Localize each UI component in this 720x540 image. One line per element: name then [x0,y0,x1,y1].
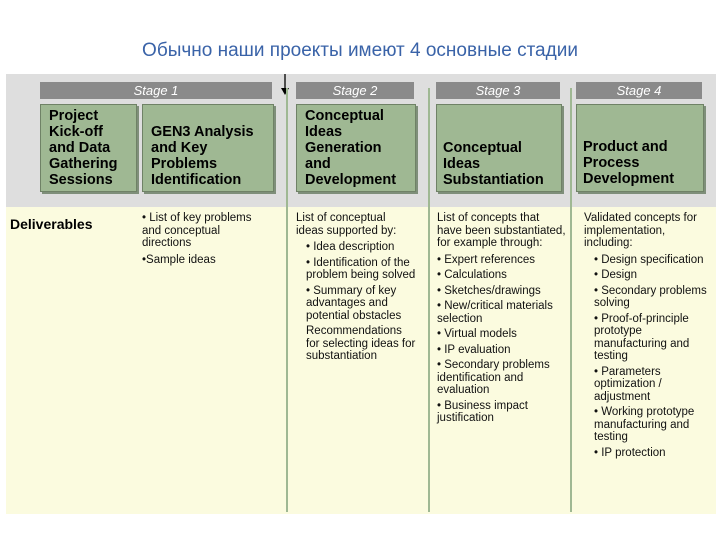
box-label: GEN3 Analysis and Key Problems Identification [151,124,254,188]
deliverable-outro: Recommendations for selecting ideas for substantiation [306,325,416,362]
stage-4-deliverables [584,212,712,462]
box-label: Conceptual Ideas Substantiation [443,140,544,188]
box-substantiation [436,104,562,192]
stage-3-deliverables [437,212,567,428]
divider-line [428,88,430,512]
arrow-down-icon [279,74,291,96]
deliverable-item: • Secondary problems solving [594,284,707,309]
deliverable-item: • Virtual models [437,328,517,340]
deliverable-item: • Design [594,269,638,281]
deliverable-item: • IP protection [594,446,666,459]
stage-1-header: Stage 1 [40,82,272,99]
stage-1-deliverables [142,212,272,270]
box-label: Project Kick-off and Data Gathering Sessions [49,108,118,188]
stage-4-header: Stage 4 [576,82,702,99]
deliverable-item: • Working prototype manufacturing and testing [594,406,695,443]
deliverable-item: • Idea description [306,241,395,253]
deliverable-intro: List of conceptual ideas supported by: [296,212,397,237]
deliverable-item: • List of key problems and conceptual directions [142,212,252,249]
box-gen3-analysis [142,104,274,192]
deliverable-item: • Design specification [594,253,704,266]
stage-3-header: Stage 3 [436,82,560,99]
deliverable-item: • Sketches/drawings [437,284,541,297]
deliverable-item: • Summary of key advantages and potential obstacles [306,284,402,322]
page-title: Обычно наши проекты имеют 4 основные стадии [142,40,578,61]
deliverable-item: • Business impact justification [437,399,528,424]
stage-2-header: Stage 2 [296,82,414,99]
deliverable-item: • Expert references [437,253,535,266]
box-label: Conceptual Ideas Generation and Development [305,108,397,188]
box-product-development [576,104,704,192]
deliverable-intro: List of concepts that have been substantiated, for example through: [437,212,566,249]
deliverable-item: • Secondary problems identification and evaluation [437,359,550,396]
deliverable-item: • Proof-of-principle prototype manufacturing and testing [594,312,690,362]
box-project-kickoff [40,104,137,192]
divider-line [570,88,572,512]
deliverable-item: •Sample ideas [142,253,216,266]
divider-line [286,88,288,512]
deliverable-item: • Parameters optimization / adjustment [594,365,662,403]
deliverable-item: • Calculations [437,269,507,281]
deliverables-label: Deliverables [10,216,93,232]
deliverable-item: • Identification of the problem being solved [306,256,416,281]
box-label: Product and Process Development [583,139,675,187]
deliverable-item: • IP evaluation [437,343,511,356]
stage-2-deliverables [296,212,416,367]
box-conceptual-ideas [296,104,416,192]
deliverable-item: • New/critical materials selection [437,300,553,325]
deliverable-intro: Validated concepts for implementation, including: [584,212,697,249]
